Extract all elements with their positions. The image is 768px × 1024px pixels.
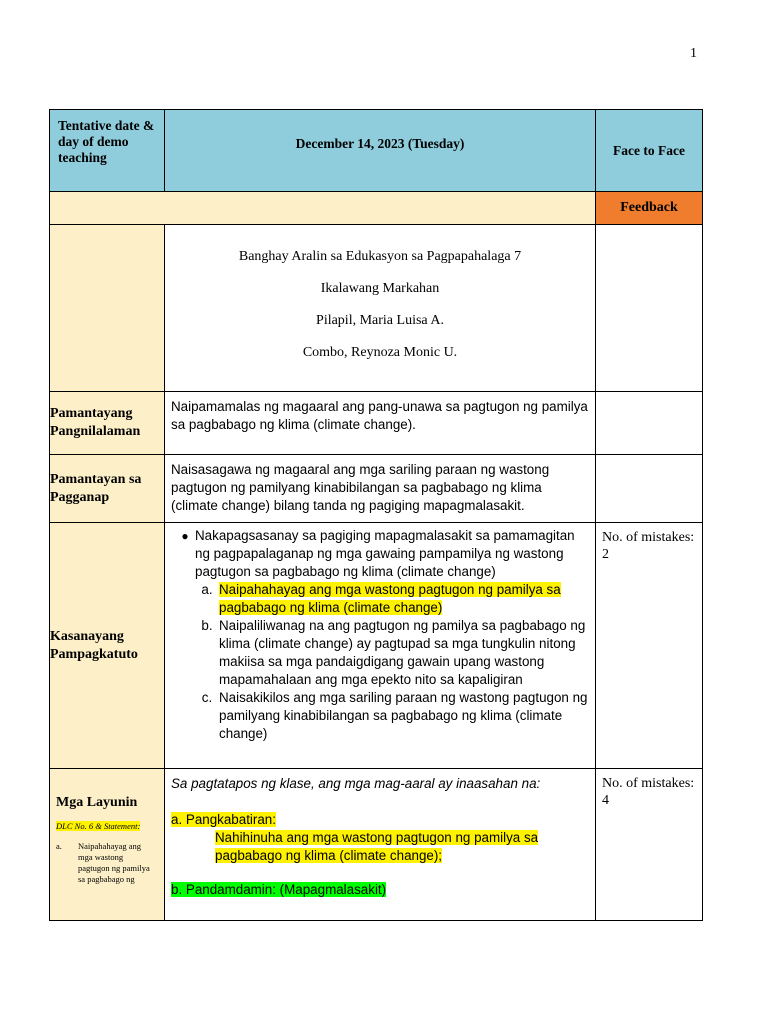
performance-standard-label: Pamantayan sa Pagganap [50, 455, 165, 523]
competency-item [195, 689, 589, 743]
header-row [50, 110, 703, 192]
feedback-header-row [50, 192, 703, 225]
objectives-cell [165, 769, 596, 921]
objective-a-text: Nahihinuha ang mga wastong pagtugon ng pamilya sa pagbabago ng klima (climate change); [215, 830, 539, 863]
quarter-label: Ikalawang Markahan [320, 281, 440, 296]
competency-mistakes: No. of mistakes: 2 [602, 530, 695, 562]
competency-item-text: Naipahahayag ang mga wastong pagtugon ng pamilya sa pagbabago ng klima (climate change) [219, 582, 561, 615]
learning-competency-row [50, 523, 703, 769]
objectives-intro: Sa pagtatapos ng klase, ang mga mag-aaral ay inaasahan na: [171, 776, 541, 791]
competency-item [195, 581, 589, 617]
objectives-feedback-cell [596, 769, 703, 921]
feedback-header: Feedback [596, 192, 703, 225]
competency-bullet-text: Nakapagsasanay sa pagiging mapagmalasakit sa pamamagitan ng pagpapalaganap ng mga gawaing pampamilya ng wastong pagtugon sa pagbabago ng klima (climate change) [195, 528, 575, 579]
competency-item-mark: b. [201, 618, 213, 633]
demo-date: December 14, 2023 (Tuesday) [165, 110, 596, 192]
competency-bullet [175, 527, 589, 581]
competency-sub-list [195, 581, 589, 743]
performance-standard-feedback [596, 455, 703, 523]
author-name-1: Pilapil, Maria Luisa A. [316, 313, 444, 328]
objectives-label-cell [50, 769, 165, 921]
bullet-icon: ● [181, 529, 189, 543]
competency-item-mark: c. [201, 690, 213, 705]
performance-standard-cell [165, 455, 596, 523]
cover-feedback-cell [596, 225, 703, 392]
competency-item [195, 617, 589, 689]
page-number: 1 [690, 46, 697, 61]
tentative-date-label: Tentative date & day of demo teaching [50, 110, 165, 192]
feedback-spacer [50, 192, 596, 225]
objectives-label: Mga Layunin [56, 795, 138, 810]
content-standard-label: Pamantayang Pangnilalaman [50, 392, 165, 455]
dlc-item-text: Naipahahayag ang mga wastong pagtugon ng pamilya sa pagbabago ng [78, 841, 150, 884]
dlc-label: DLC No. 6 & Statement: [56, 821, 141, 831]
content-standard-cell [165, 392, 596, 455]
lesson-plan-title: Banghay Aralin sa Edukasyon sa Pagpapahalaga 7 [238, 249, 522, 264]
content-standard-text: Naipamamalas ng magaaral ang pang-unawa sa pagtugon ng pamilya sa pagbabago ng klima (climate change). [171, 399, 588, 432]
cover-row [50, 225, 703, 392]
objective-a-label: a. Pangkabatiran: [171, 812, 276, 827]
lesson-plan-table [49, 109, 703, 921]
learning-competency-label: Kasanayang Pampagkatuto [50, 523, 165, 769]
objectives-mistakes: No. of mistakes: 4 [602, 776, 695, 808]
author-name-2: Combo, Reynoza Monic U. [302, 345, 458, 360]
competency-item-mark: a. [201, 582, 213, 597]
teaching-mode: Face to Face [596, 110, 703, 192]
objectives-row [50, 769, 703, 921]
competency-item-text: Naisakikilos ang mga sariling paraan ng wastong pagtugon ng pamilyang kinabibilangan sa pagbabago ng klima (climate change) [219, 690, 588, 741]
cover-cell [165, 225, 596, 392]
dlc-item [56, 841, 158, 885]
dlc-item-mark: a. [56, 841, 62, 851]
cover-label-cell [50, 225, 165, 392]
content-standard-feedback [596, 392, 703, 455]
performance-standard-text: Naisasagawa ng magaaral ang mga sariling paraan ng wastong pagtugon ng pamilyang kinabibilangan sa pagbabago ng klima (climate change) bilang tanda ng pagiging mapagmalasakit. [171, 462, 550, 513]
content-standard-row [50, 392, 703, 455]
performance-standard-row [50, 455, 703, 523]
competency-item-text: Naipaliliwanag na ang pagtugon ng pamilya sa pagbabago ng klima (climate change) ay pagtupad sa mga tungkulin nitong makiisa sa mga pandaigdigang gawain upang wastong mapamahalaan ang mga epekto nito sa kapaligiran [219, 618, 586, 687]
learning-competency-cell [165, 523, 596, 769]
competency-feedback-cell [596, 523, 703, 769]
objective-b-label: b. Pandamdamin: (Mapagmalasakit) [171, 882, 387, 897]
